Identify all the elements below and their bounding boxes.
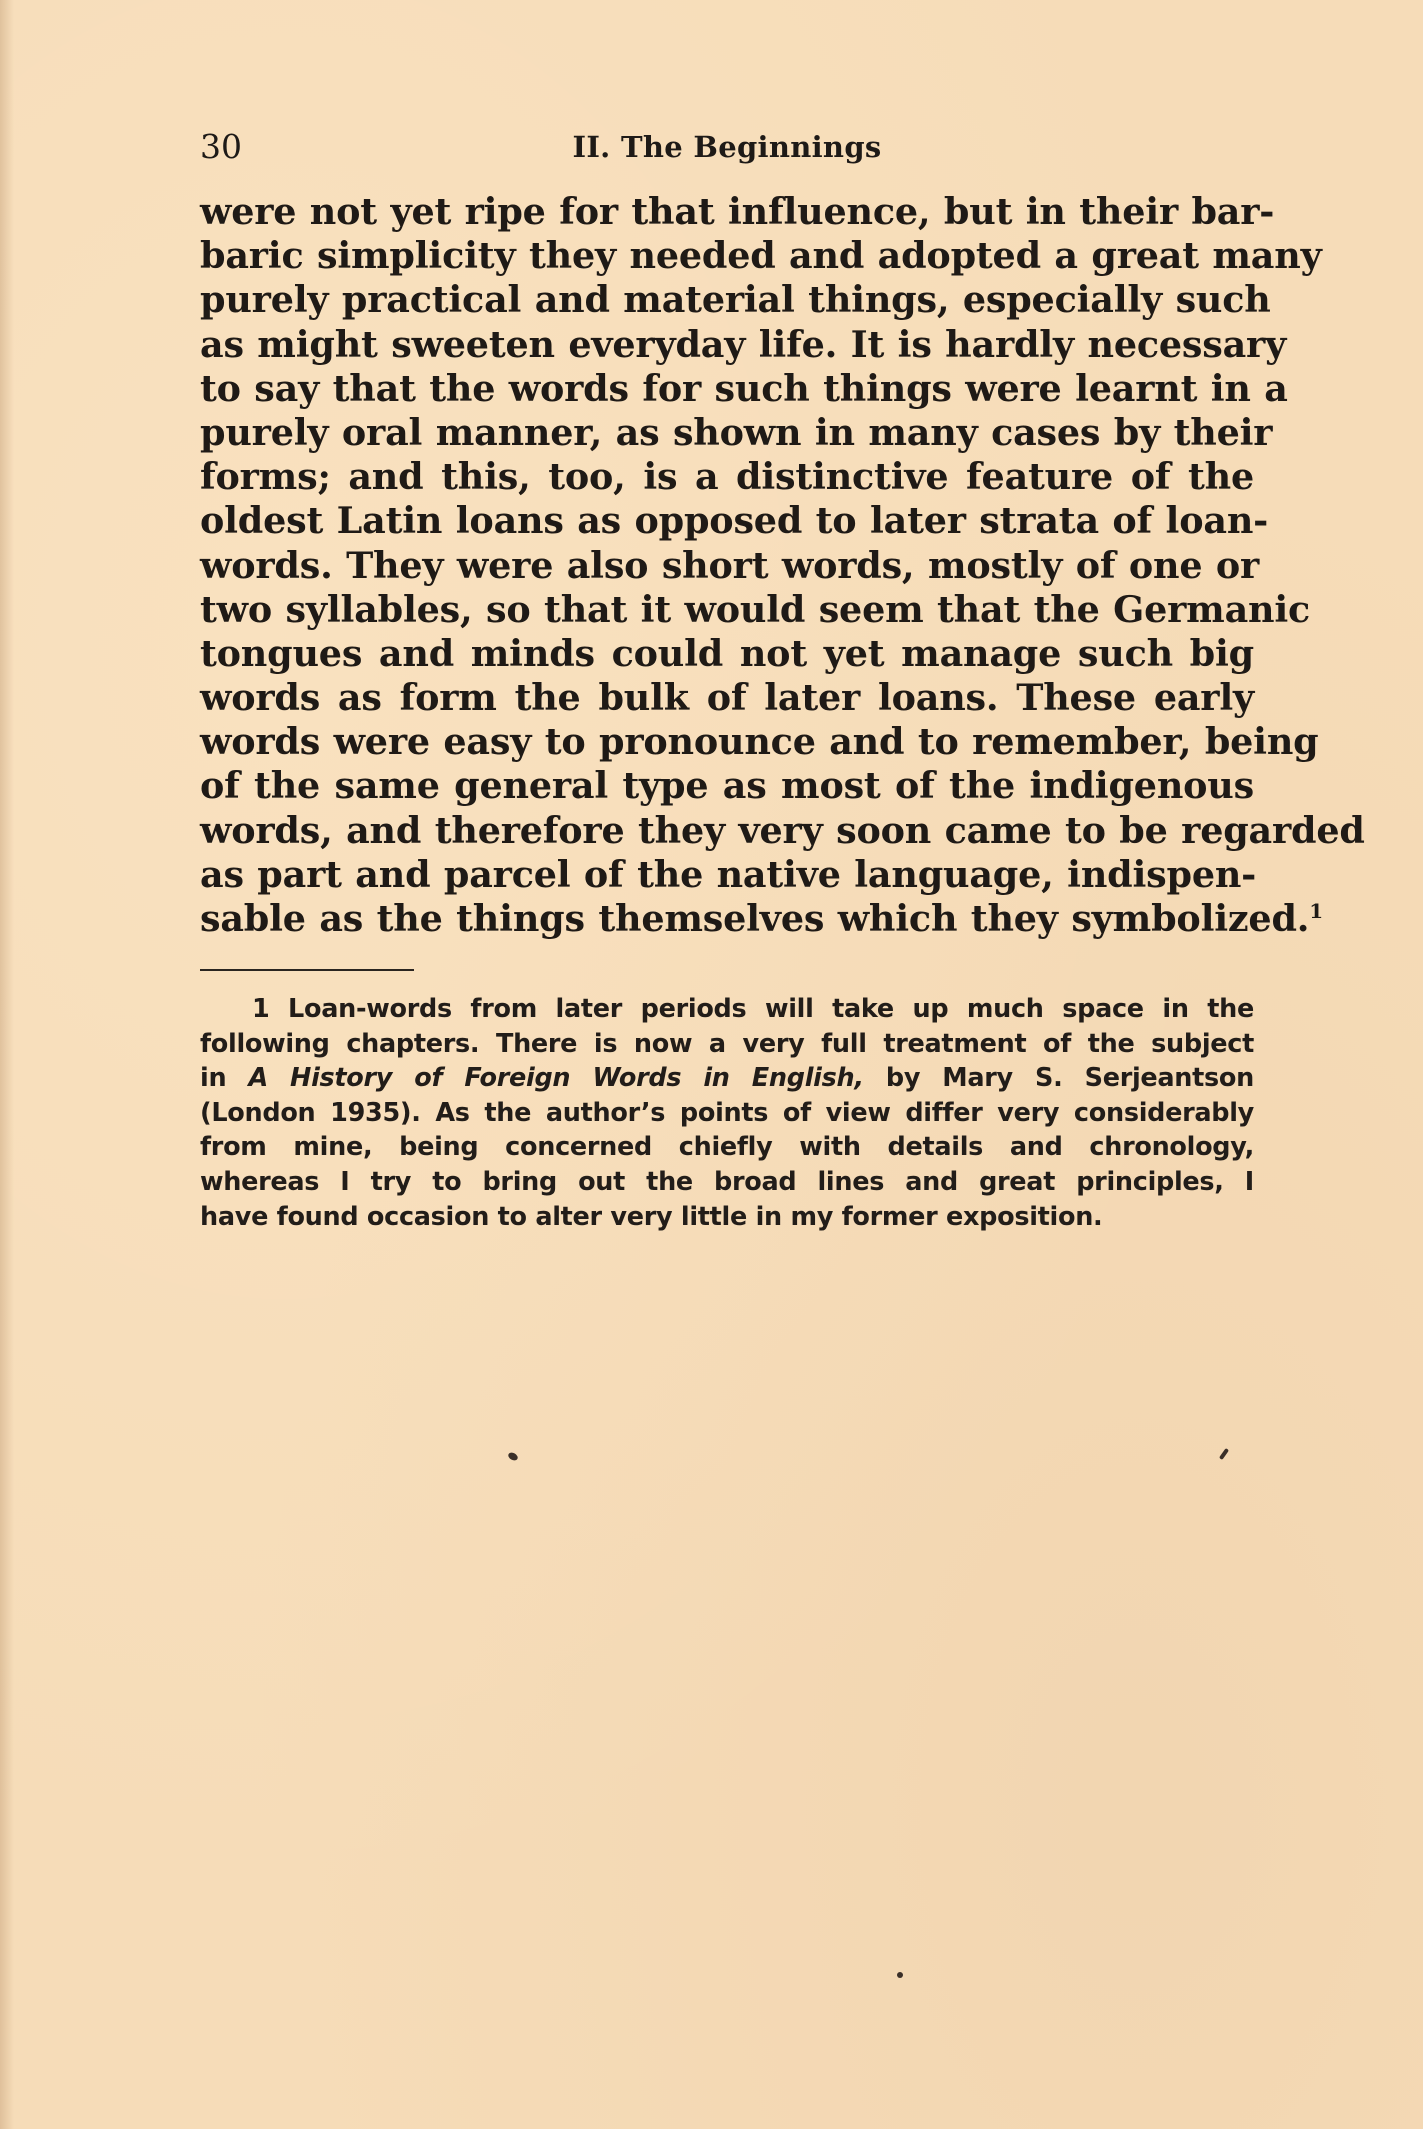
footnote-line: following chapters. There is now a very full treatment of the subject [200, 1028, 1254, 1059]
body-line: tongues and minds could not yet manage such big [200, 631, 1254, 675]
body-line: purely oral manner, as shown in many cases by their [200, 410, 1273, 454]
footnote-line: from mine, being concerned chiefly with details and chronology, [200, 1132, 1254, 1163]
book-title: A History of Foreign Words in English, [248, 1063, 864, 1094]
footnote-line [200, 1061, 1254, 1096]
body-paragraph [200, 190, 1365, 941]
body-line-text: sable as the things themselves which they symbolized. [200, 897, 1310, 940]
body-line: forms; and this, too, is a distinctive feature of the [200, 455, 1254, 499]
ink-speck [507, 1451, 519, 1462]
body-line: were not yet ripe for that influence, but in their bar- [200, 190, 1275, 233]
body-line: words, and therefore they very soon came to be regarded [200, 808, 1365, 852]
ink-speck [897, 1972, 903, 1978]
body-line-last [200, 897, 1323, 941]
running-title: II. The Beginnings [572, 130, 882, 164]
footnote-reference: 1 [1309, 898, 1323, 923]
body-line: words as form the bulk of later loans. These early [200, 676, 1254, 720]
body-line: two syllables, so that it would seem that the Germanic [200, 587, 1311, 631]
body-line: baric simplicity they needed and adopted a great many [200, 234, 1322, 278]
running-head [200, 122, 1254, 172]
page-number: 30 [200, 127, 242, 166]
body-line: oldest Latin loans as opposed to later strata of loan- [200, 499, 1269, 543]
ink-speck [1219, 1448, 1229, 1460]
body-line: purely practical and material things, especially such [200, 278, 1271, 322]
footnote-line: have found occasion to alter very little in my former exposition. [200, 1201, 1103, 1232]
footnote-text: by Mary S. Serjeantson [885, 1063, 1255, 1094]
body-line: words were easy to pronounce and to remember, being [200, 720, 1319, 764]
footnote-text: in [200, 1063, 227, 1094]
body-line: as might sweeten everyday life. It is hardly necessary [200, 322, 1287, 366]
body-line: as part and parcel of the native language, indispen- [200, 852, 1257, 896]
footnote-line: (London 1935). As the author’s points of view differ very considerably [200, 1097, 1254, 1128]
footnote [200, 992, 1254, 1234]
body-line: of the same general type as most of the indigenous [200, 764, 1254, 808]
body-line: to say that the words for such things were learnt in a [200, 366, 1288, 410]
footnote-rule [200, 969, 414, 971]
footnote-line: 1 Loan-words from later periods will take up much space in the [252, 994, 1254, 1024]
footnote-line: whereas I try to bring out the broad lines and great principles, I [200, 1166, 1254, 1197]
body-line: words. They were also short words, mostly of one or [200, 543, 1260, 587]
page-edge-shadow [0, 0, 14, 2129]
